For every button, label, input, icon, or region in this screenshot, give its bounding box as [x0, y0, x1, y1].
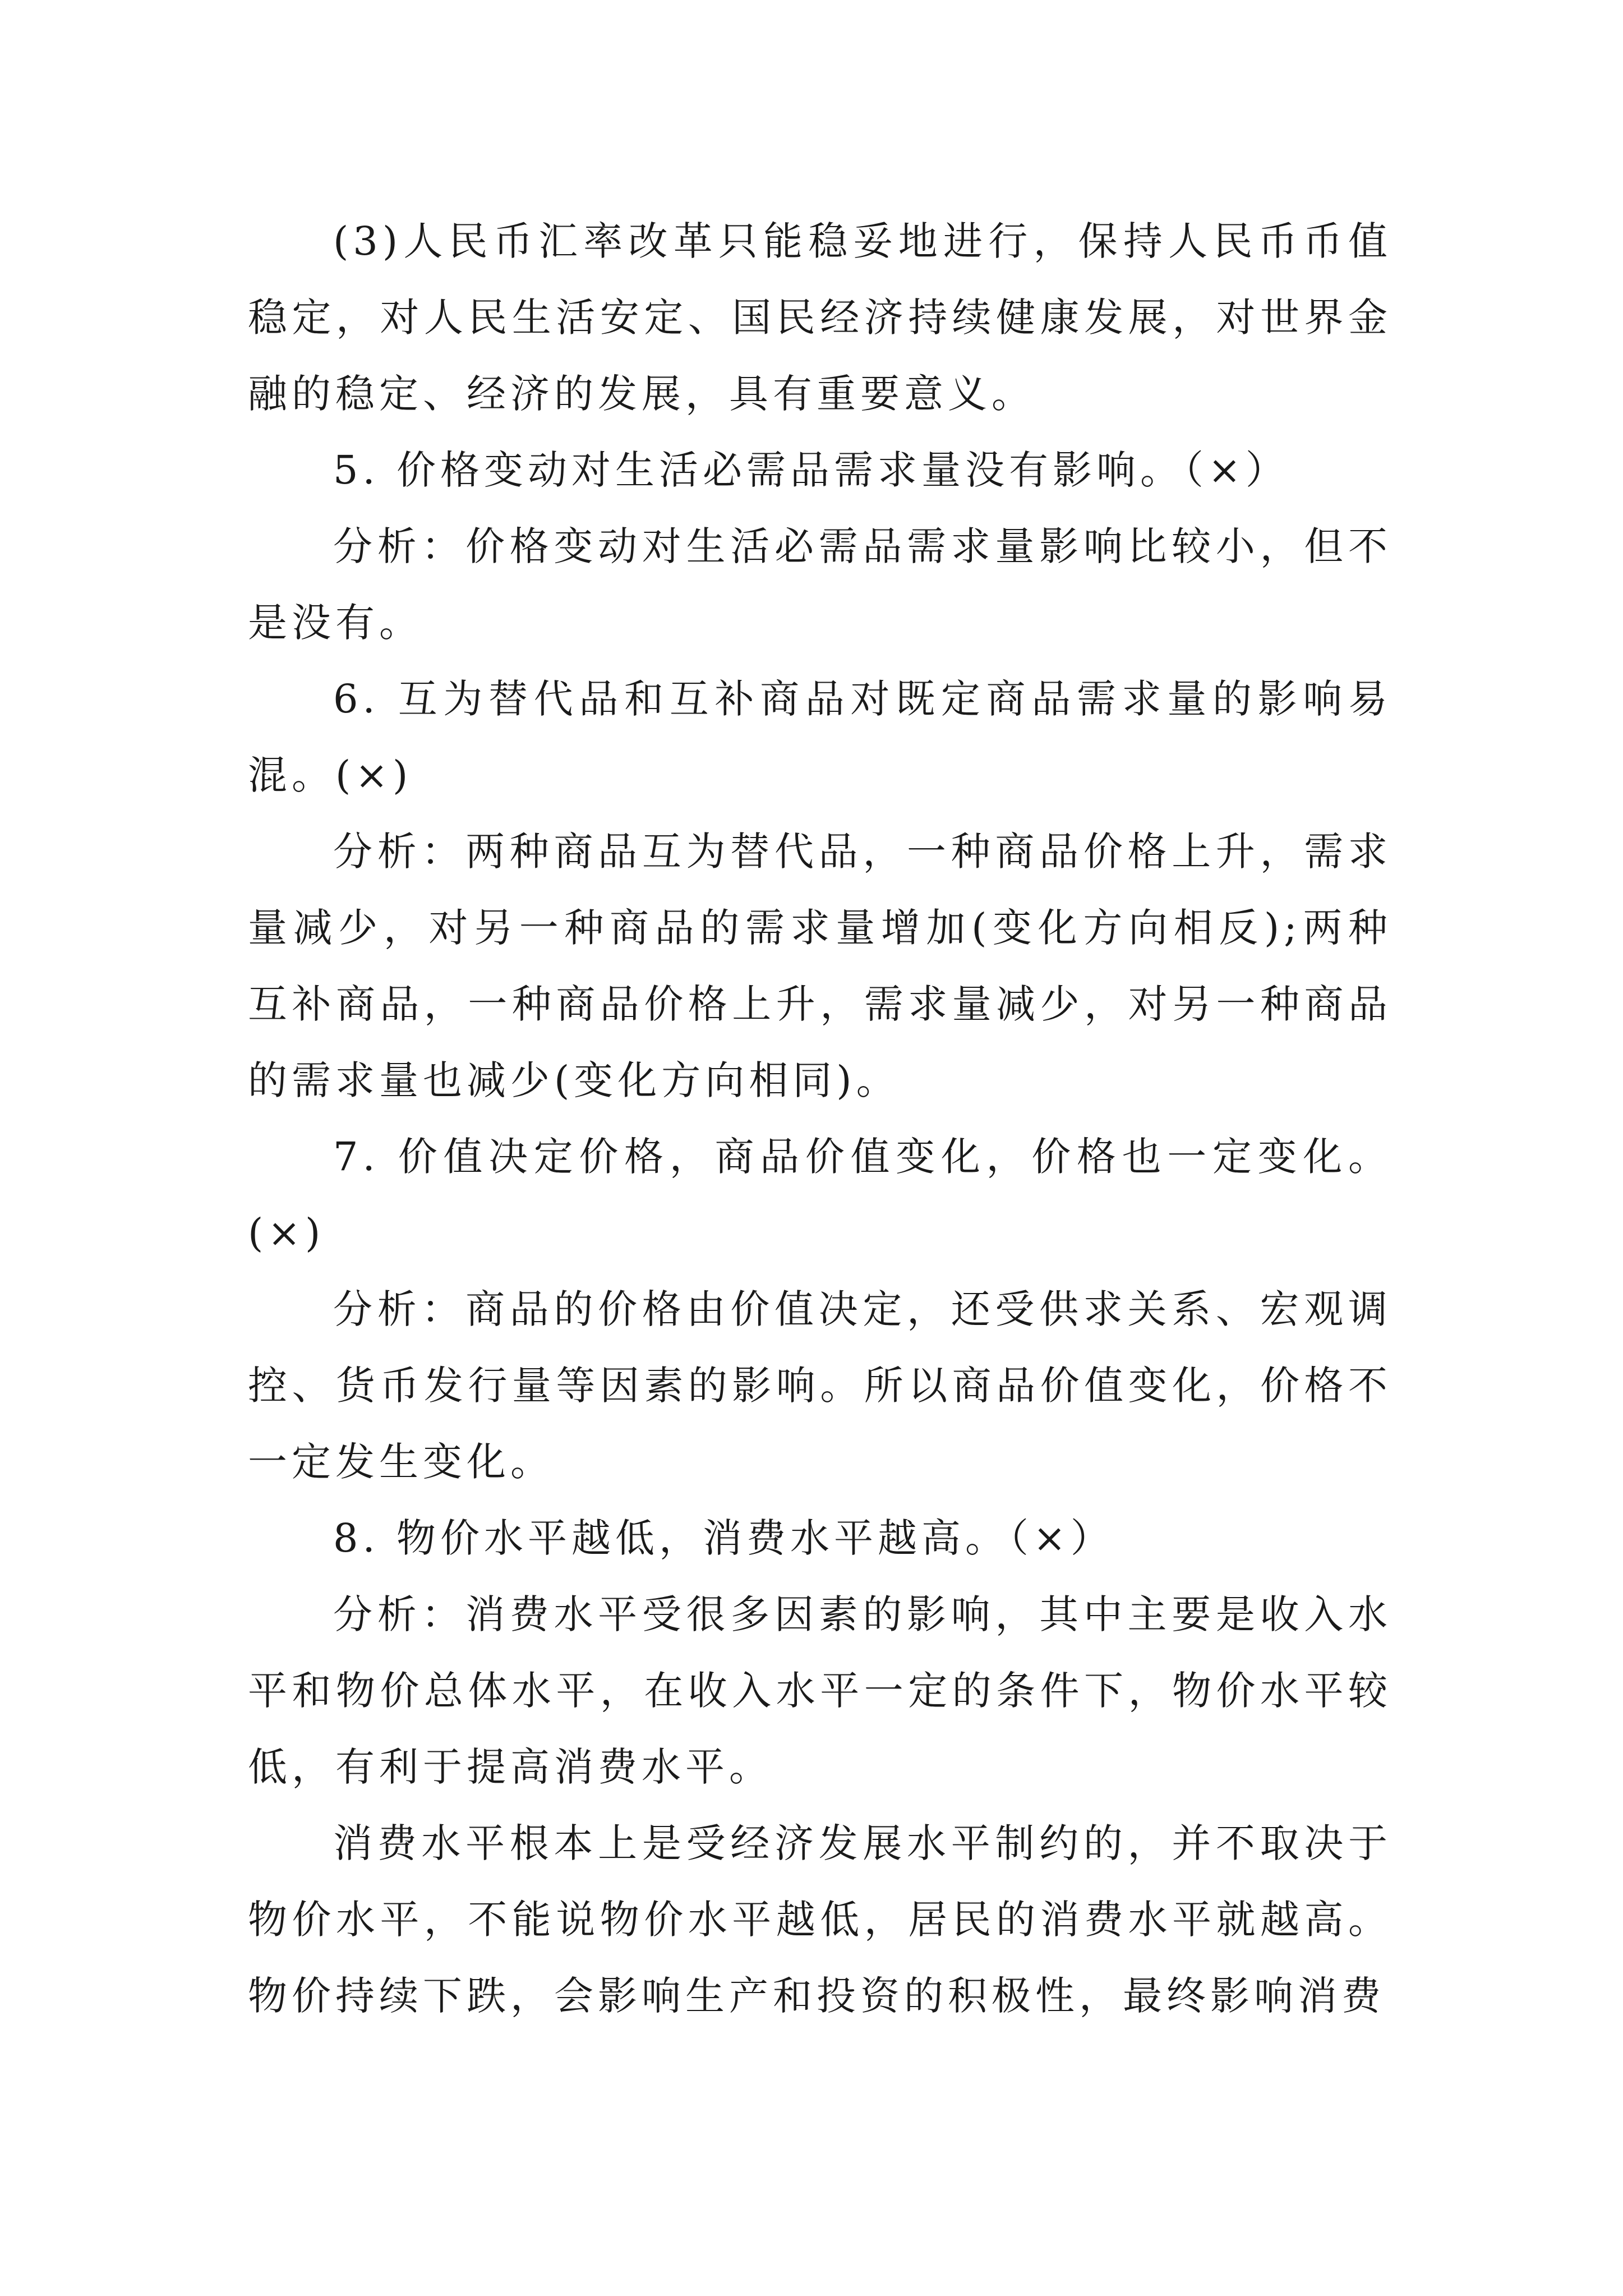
document-body	[248, 203, 1392, 2034]
item-8-analysis: 分析：消费水平受很多因素的影响，其中主要是收入水平和物价总体水平，在收入水平一定的条件下，物价水平较低，有利于提高消费水平。	[248, 1591, 1392, 1790]
item-6-statement: 6. 互为替代品和互补商品对既定商品需求量的影响易混。(×)	[248, 676, 1392, 798]
item-5-statement: 5. 价格变动对生活必需品需求量没有影响。（×）	[333, 447, 1289, 493]
paragraph-rmb-exchange-rate: (3)人民币汇率改革只能稳妥地进行，保持人民币币值稳定，对人民生活安定、国民经济持续健康发展，对世界金融的稳定、经济的发展，具有重要意义。	[248, 218, 1392, 417]
item-8-analysis-continued: 消费水平根本上是受经济发展水平制约的，并不取决于物价水平，不能说物价水平越低，居民的消费水平就越高。物价持续下跌，会影响生产和投资的积极性，最终影响消费	[248, 1820, 1392, 2019]
item-7-analysis: 分析：商品的价格由价值决定，还受供求关系、宏观调控、货币发行量等因素的影响。所以商品价值变化，价格不一定发生变化。	[248, 1286, 1392, 1485]
item-7-statement: 7. 价值决定价格，商品价值变化，价格也一定变化。(×)	[248, 1134, 1392, 1256]
item-6-analysis: 分析：两种商品互为替代品，一种商品价格上升，需求量减少，对另一种商品的需求量增加(变化方向相反);两种互补商品，一种商品价格上升，需求量减少，对另一种商品的需求量也减少(变化方向相同)。	[248, 829, 1392, 1103]
item-5-analysis: 分析：价格变动对生活必需品需求量影响比较小，但不是没有。	[248, 523, 1392, 646]
item-8-statement: 8. 物价水平越低，消费水平越高。（×）	[333, 1515, 1114, 1561]
